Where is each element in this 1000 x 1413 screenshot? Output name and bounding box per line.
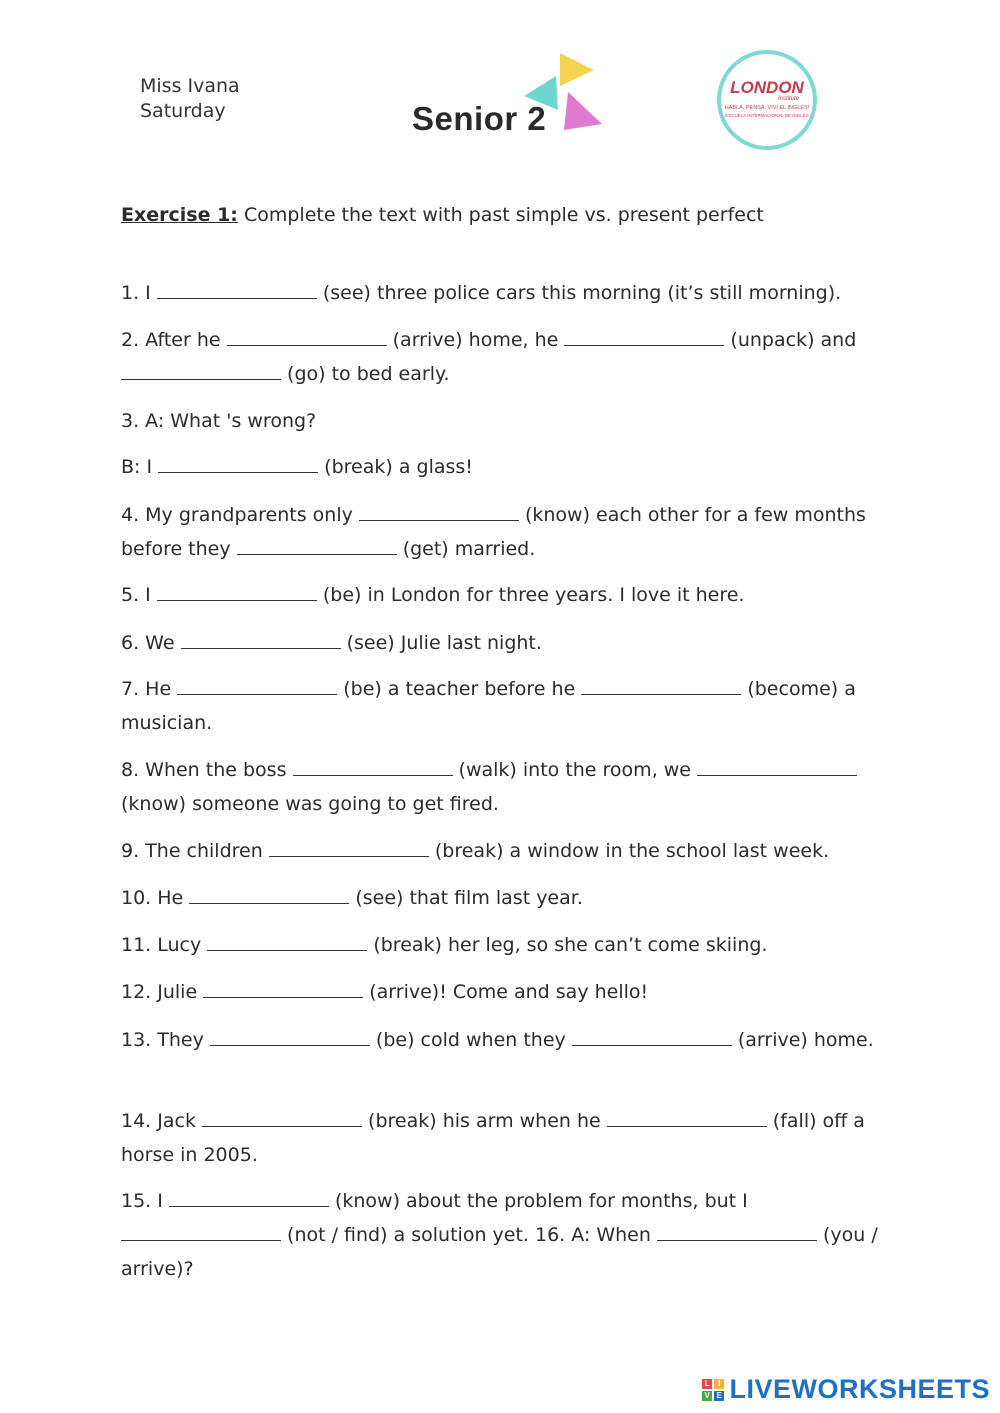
question-text: 2. After he xyxy=(121,329,227,351)
liveworksheets-icon-tile: E xyxy=(714,1391,724,1401)
question-5 xyxy=(121,578,881,612)
question-text: 4. My grandparents only xyxy=(121,504,359,526)
question-text: 12. Julie xyxy=(121,981,204,1003)
logo-sub-text: Institute xyxy=(777,96,799,102)
question-text: (know) about the problem for months, but I xyxy=(328,1190,748,1212)
question-text: (not / find) a solution yet. 16. A: When xyxy=(281,1224,657,1246)
question-text: (you / arrive)? xyxy=(121,1224,878,1280)
question-2 xyxy=(121,323,881,391)
question-text: (become) a musician. xyxy=(121,678,856,734)
answer-blank[interactable] xyxy=(359,502,519,521)
question-text: 6. We xyxy=(121,632,181,654)
pink-triangle xyxy=(564,92,602,130)
question-14 xyxy=(121,1104,881,1172)
answer-blank[interactable] xyxy=(169,1188,329,1207)
question-text: 1. I xyxy=(121,282,157,304)
yellow-triangle xyxy=(560,53,594,86)
answer-blank[interactable] xyxy=(189,885,349,904)
answer-blank[interactable] xyxy=(177,676,337,695)
question-text: (arrive) home, he xyxy=(386,329,565,351)
answer-blank[interactable] xyxy=(697,757,857,776)
question-text: (see) three police cars this morning (it’s still morning). xyxy=(316,282,842,304)
answer-blank[interactable] xyxy=(269,838,429,857)
question-10 xyxy=(121,881,881,915)
question-text: (unpack) and xyxy=(724,329,857,351)
question-text: (be) cold when they xyxy=(369,1029,572,1051)
liveworksheets-icon xyxy=(702,1379,724,1401)
answer-blank[interactable] xyxy=(227,327,387,346)
question-3b xyxy=(121,450,881,484)
answer-blank[interactable] xyxy=(210,1027,370,1046)
question-text: (see) that film last year. xyxy=(349,887,583,909)
answer-blank[interactable] xyxy=(293,757,453,776)
answer-blank[interactable] xyxy=(157,280,317,299)
exercise-heading xyxy=(121,204,764,226)
question-text: 8. When the boss xyxy=(121,759,293,781)
question-text: (arrive) home. xyxy=(731,1029,874,1051)
london-institute-logo xyxy=(717,50,817,150)
liveworksheets-brand: LIVEWORKSHEETS xyxy=(729,1374,990,1404)
answer-blank[interactable] xyxy=(237,536,397,555)
question-text: 5. I xyxy=(121,584,157,606)
question-text: (know) each other for a few months before they xyxy=(121,504,866,560)
answer-blank[interactable] xyxy=(202,1108,362,1127)
question-text: 10. He xyxy=(121,887,190,909)
teacher-name: Miss Ivana xyxy=(140,75,240,97)
liveworksheets-icon-tile: V xyxy=(702,1391,712,1401)
class-day: Saturday xyxy=(140,100,226,122)
question-4 xyxy=(121,498,881,566)
question-8 xyxy=(121,753,881,821)
question-text: (get) married. xyxy=(396,538,536,560)
liveworksheets-icon-tile: I xyxy=(714,1379,724,1389)
answer-blank[interactable] xyxy=(607,1108,767,1127)
logo-tagline-2: ESCUELA INTERNACIONAL DE INGLÉS xyxy=(725,113,809,118)
teacher-info xyxy=(140,74,240,124)
liveworksheets-logo xyxy=(702,1374,990,1405)
question-text: B: I xyxy=(121,456,159,478)
answer-blank[interactable] xyxy=(121,1222,281,1241)
logo-main-text: LONDON xyxy=(730,78,804,97)
question-text: (go) to bed early. xyxy=(281,363,450,385)
answer-blank[interactable] xyxy=(181,630,341,649)
question-text: (break) her leg, so she can’t come skiing. xyxy=(367,934,768,956)
page-title: Senior 2 xyxy=(412,100,547,137)
question-text: (be) a teacher before he xyxy=(337,678,582,700)
question-text: 14. Jack xyxy=(121,1110,202,1132)
question-text: 11. Lucy xyxy=(121,934,208,956)
question-7 xyxy=(121,672,881,740)
teal-triangle xyxy=(524,76,558,110)
answer-blank[interactable] xyxy=(657,1222,817,1241)
question-text: (see) Julie last night. xyxy=(340,632,542,654)
question-3a xyxy=(121,404,881,438)
question-text: (break) a window in the school last week. xyxy=(428,840,830,862)
question-12 xyxy=(121,975,881,1009)
question-text: (be) in London for three years. I love it here. xyxy=(316,584,745,606)
answer-blank[interactable] xyxy=(207,932,367,951)
question-text: (know) someone was going to get fired. xyxy=(121,793,499,815)
question-text: 13. They xyxy=(121,1029,210,1051)
answer-blank[interactable] xyxy=(121,361,281,380)
question-text: (arrive)! Come and say hello! xyxy=(363,981,649,1003)
question-11 xyxy=(121,928,881,962)
question-text: 9. The children xyxy=(121,840,269,862)
question-text: (break) his arm when he xyxy=(362,1110,607,1132)
question-9 xyxy=(121,834,881,868)
question-text: (fall) off a horse in 2005. xyxy=(121,1110,865,1166)
question-text: 7. He xyxy=(121,678,178,700)
question-text: 3. A: What 's wrong? xyxy=(121,410,317,432)
answer-blank[interactable] xyxy=(581,676,741,695)
logo-tagline: HABLÁ, PENSÁ, VIVÍ EL INGLÉS! xyxy=(724,105,810,111)
exercise-instruction: Complete the text with past simple vs. present perfect xyxy=(243,204,764,226)
liveworksheets-icon-tile: L xyxy=(702,1379,712,1389)
answer-blank[interactable] xyxy=(564,327,724,346)
triangles-decoration xyxy=(520,48,610,138)
question-text: (break) a glass! xyxy=(318,456,473,478)
answer-blank[interactable] xyxy=(158,454,318,473)
exercise-label: Exercise 1: xyxy=(121,204,238,226)
question-text: (walk) into the room, we xyxy=(452,759,698,781)
question-15 xyxy=(121,1184,881,1286)
answer-blank[interactable] xyxy=(203,979,363,998)
question-text: 15. I xyxy=(121,1190,169,1212)
question-13 xyxy=(121,1023,881,1057)
answer-blank[interactable] xyxy=(572,1027,732,1046)
question-1 xyxy=(121,276,881,310)
question-6 xyxy=(121,626,881,660)
answer-blank[interactable] xyxy=(157,582,317,601)
